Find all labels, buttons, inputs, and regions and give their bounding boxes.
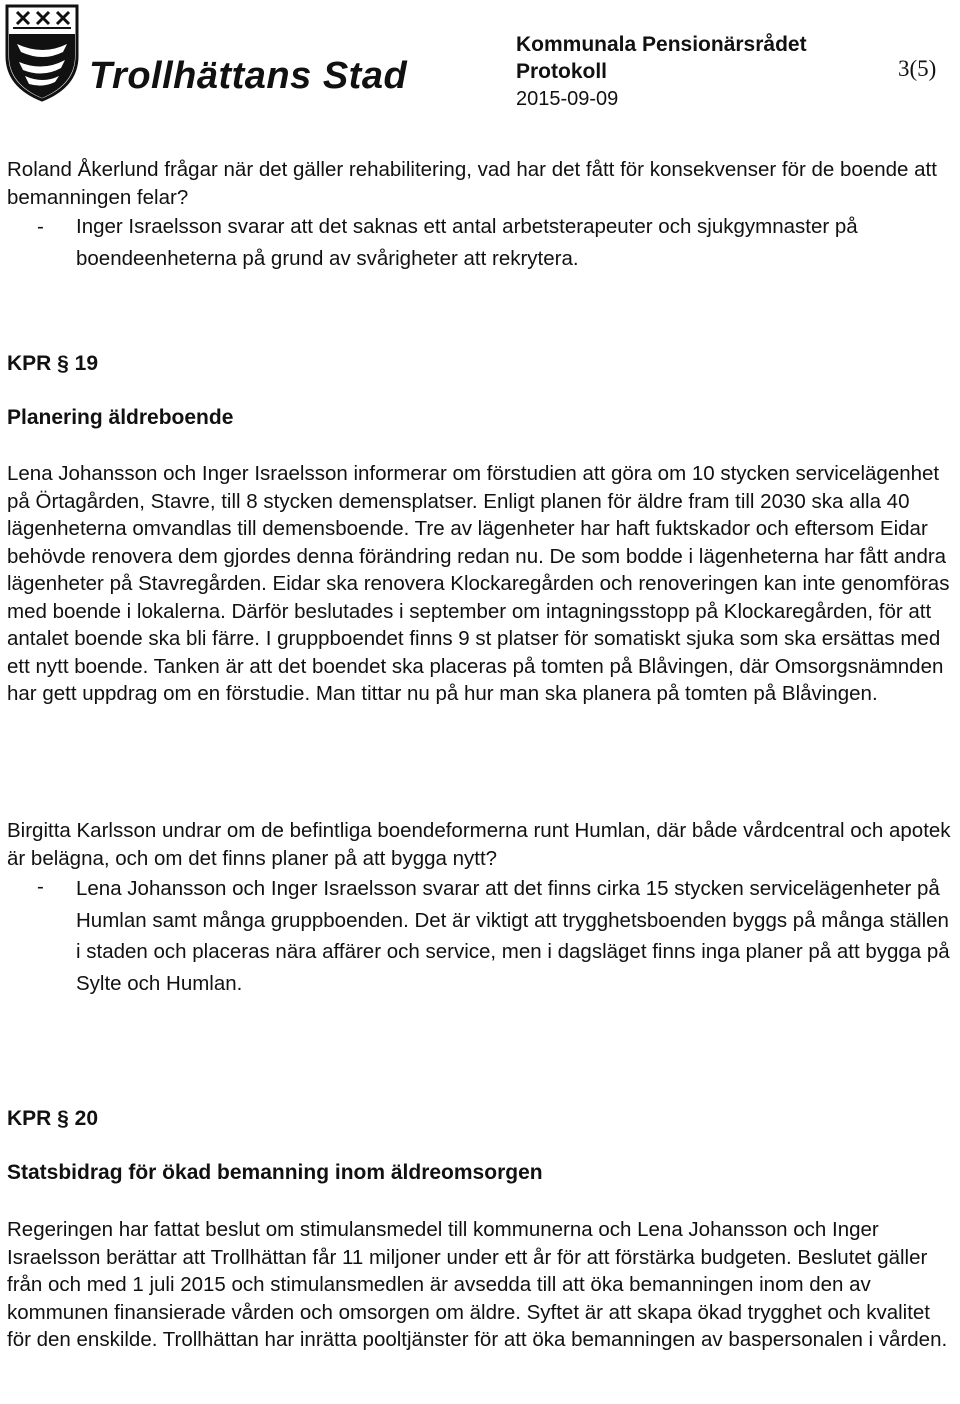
logo-wordmark: Trollhättans Stad	[89, 55, 408, 97]
document-type: Protokoll	[516, 60, 608, 83]
kpr19-label: KPR § 19	[7, 352, 99, 375]
kpr20-label: KPR § 20	[7, 1107, 99, 1130]
organization-name: Kommunala Pensionärsrådet	[516, 33, 807, 56]
intro-answer: Inger Israelsson svarar att det saknas ett antal arbetsterapeuter och sjukgymnaster på boendeenheterna på grund av svårigheter att rekrytera.	[76, 215, 858, 270]
kpr20-paragraph: Regeringen har fattat beslut om stimulansmedel till kommunerna och Lena Johansson och Inger Israelsson berättar att Trollhättan får 11 miljoner under ett år för att förstärka budgeten. Beslutet gäller från och med 1 juli 2015 och stimulansmedlen är avsedda till att öka bemanningen inom den av kommunen finansierade vården och omsorgen om äldre. Syftet är att skapa ökad trygghet och kvalitet för den enskilde. Trollhättan har inrätta pooltjänster för att öka bemanningen av baspersonalen i vården.	[7, 1218, 948, 1351]
bullet-dash: -	[37, 215, 44, 238]
kpr19-paragraph: Lena Johansson och Inger Israelsson informerar om förstudien att göra om 10 stycken servicelägenhet på Örtagården, Stavre, till 8 stycken demensplatser. Enligt planen för äldre fram till 2030 ska alla 40 lägenheterna omvandlas till demensboende. Tre av lägenheter har haft fuktskador och eftersom Eidar behövde renovera dem gjordes denna förändring redan nu. De som bodde i lägenheterna har fått andra lägenheter på Stavregården. Eidar ska renovera Klockaregården och renoveringen kan inte genomföras med boende i lokalerna. Därför beslutades i september om intagningsstopp på Klockaregården, för att antalet boende ska bli färre. I gruppboendet finns 9 st platser för somatiskt sjuka som ska ersättas med ett nytt boende. Tanken är att det boendet ska placeras på tomten på Blåvingen, där Omsorgsnämnden har gett uppdrag om en förstudie. Man tittar nu på hur man ska planera på tomten på Blåvingen.	[7, 462, 950, 705]
intro-answer-item	[7, 211, 953, 271]
intro-question: Roland Åkerlund frågar när det gäller rehabilitering, vad har det fått för konsekvenser för de boende att bemanningen felar?	[7, 158, 937, 209]
page-number: 3(5)	[898, 56, 937, 81]
kpr19-title: Planering äldreboende	[7, 406, 234, 429]
kpr19-question: Birgitta Karlsson undrar om de befintliga boendeformerna runt Humlan, där både vårdcentral och apotek är belägna, och om det finns planer på att bygga nytt?	[7, 819, 951, 870]
kpr19-answer-item	[7, 873, 953, 1033]
kpr20-title: Statsbidrag för ökad bemanning inom äldreomsorgen	[7, 1161, 543, 1184]
bullet-dash: -	[37, 875, 44, 898]
municipal-coat-of-arms-logo	[3, 4, 81, 102]
document-date: 2015-09-09	[516, 88, 619, 110]
kpr19-answer: Lena Johansson och Inger Israelsson svarar att det finns cirka 15 stycken servicelägenheter på Humlan samt många gruppboenden. Det är viktigt att trygghetsboenden byggs på många ställen i staden och placeras nära affärer och service, men i dagsläget finns inga planer på att bygga på Sylte och Humlan.	[76, 877, 950, 995]
